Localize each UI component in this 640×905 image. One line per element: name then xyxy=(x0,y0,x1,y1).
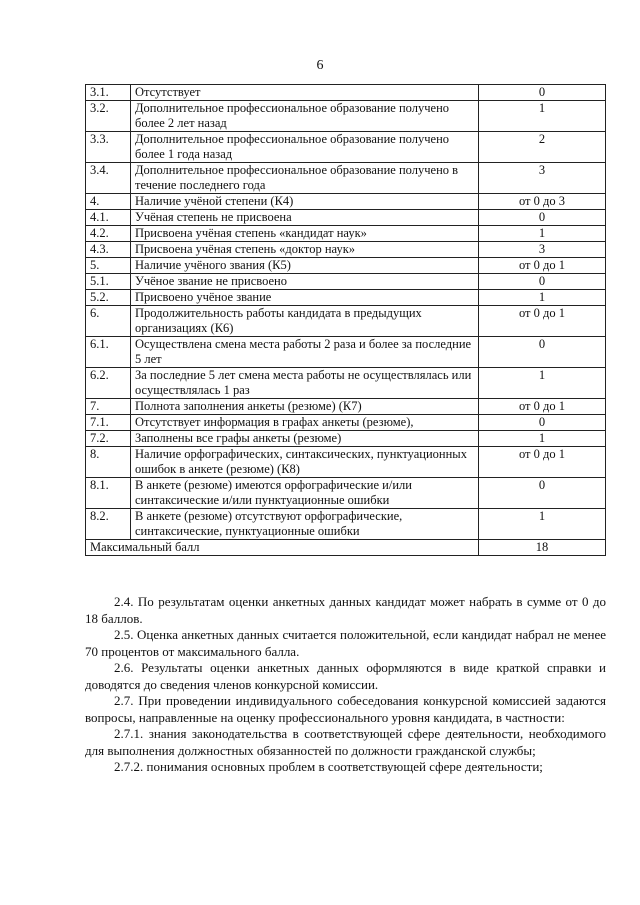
paragraph: 2.5. Оценка анкетных данных считается положительной, если кандидат набрал не менее 70 процентов от максимального балла. xyxy=(85,627,606,659)
table-row xyxy=(86,194,606,210)
row-description: Осуществлена смена места работы 2 раза и более за последние 5 лет xyxy=(131,337,479,368)
table-row xyxy=(86,447,606,478)
row-number: 5.2. xyxy=(86,290,131,306)
paragraph: 2.7.1. знания законодательства в соответствующей сфере деятельности, необходимого для выполнения должностных обязанностей по должности гражданской службы; xyxy=(85,726,606,758)
row-description: Присвоена учёная степень «доктор наук» xyxy=(131,242,479,258)
row-score: от 0 до 1 xyxy=(479,258,606,274)
row-description: Отсутствует информация в графах анкеты (резюме), xyxy=(131,415,479,431)
table-row xyxy=(86,226,606,242)
row-description: Полнота заполнения анкеты (резюме) (К7) xyxy=(131,399,479,415)
row-number: 7. xyxy=(86,399,131,415)
row-score: 0 xyxy=(479,337,606,368)
paragraph: 2.7.2. понимания основных проблем в соответствующей сфере деятельности; xyxy=(114,759,543,774)
row-number: 4.3. xyxy=(86,242,131,258)
row-score: от 0 до 1 xyxy=(479,447,606,478)
row-number: 3.3. xyxy=(86,132,131,163)
table-row xyxy=(86,85,606,101)
row-number: 5. xyxy=(86,258,131,274)
row-description: Продолжительность работы кандидата в предыдущих организациях (К6) xyxy=(131,306,479,337)
table-row xyxy=(86,163,606,194)
paragraph: 2.7. При проведении индивидуального собеседования конкурсной комиссией задаются вопросы, направленные на оценку профессионального уровня кандидата, в частности: xyxy=(85,693,606,725)
row-number: 5.1. xyxy=(86,274,131,290)
table-row xyxy=(86,242,606,258)
table-row xyxy=(86,274,606,290)
max-score-value: 18 xyxy=(479,540,606,556)
row-number: 4.1. xyxy=(86,210,131,226)
criteria-table-body xyxy=(86,85,606,540)
table-row xyxy=(86,290,606,306)
table-row xyxy=(86,258,606,274)
row-number: 4. xyxy=(86,194,131,210)
table-row xyxy=(86,132,606,163)
max-score-row xyxy=(86,540,606,556)
table-row xyxy=(86,337,606,368)
table-row xyxy=(86,478,606,509)
row-score: 0 xyxy=(479,85,606,101)
row-description: В анкете (резюме) имеются орфографические и/или синтаксические и/или пунктуационные ошибки xyxy=(131,478,479,509)
row-score: 1 xyxy=(479,226,606,242)
row-number: 4.2. xyxy=(86,226,131,242)
row-number: 6. xyxy=(86,306,131,337)
row-score: 1 xyxy=(479,101,606,132)
table-row xyxy=(86,509,606,540)
paragraph: 2.6. Результаты оценки анкетных данных оформляются в виде краткой справки и доводятся до сведения членов конкурсной комиссии. xyxy=(85,660,606,692)
row-score: 0 xyxy=(479,415,606,431)
row-description: За последние 5 лет смена места работы не осуществлялась или осуществлялась 1 раз xyxy=(131,368,479,399)
row-description: Присвоено учёное звание xyxy=(131,290,479,306)
table-row xyxy=(86,306,606,337)
row-description: Учёное звание не присвоено xyxy=(131,274,479,290)
row-score: 3 xyxy=(479,242,606,258)
row-description: Наличие орфографических, синтаксических, пунктуационных ошибок в анкете (резюме) (К8) xyxy=(131,447,479,478)
row-description: Учёная степень не присвоена xyxy=(131,210,479,226)
row-score: 1 xyxy=(479,290,606,306)
row-score: 2 xyxy=(479,132,606,163)
criteria-table xyxy=(85,84,606,556)
row-description: Дополнительное профессиональное образование получено более 1 года назад xyxy=(131,132,479,163)
row-description: Дополнительное профессиональное образование получено в течение последнего года xyxy=(131,163,479,194)
row-score: 1 xyxy=(479,509,606,540)
page-number: 6 xyxy=(316,58,324,73)
row-description: Отсутствует xyxy=(131,85,479,101)
row-score: 1 xyxy=(479,431,606,447)
row-number: 3.2. xyxy=(86,101,131,132)
row-score: от 0 до 1 xyxy=(479,399,606,415)
row-description: Дополнительное профессиональное образование получено более 2 лет назад xyxy=(131,101,479,132)
row-score: 1 xyxy=(479,368,606,399)
row-number: 3.1. xyxy=(86,85,131,101)
body-text xyxy=(85,594,606,776)
row-description: Присвоена учёная степень «кандидат наук» xyxy=(131,226,479,242)
table-row xyxy=(86,101,606,132)
row-score: 3 xyxy=(479,163,606,194)
row-description: Наличие учёной степени (К4) xyxy=(131,194,479,210)
row-score: от 0 до 3 xyxy=(479,194,606,210)
row-score: 0 xyxy=(479,210,606,226)
row-number: 8.2. xyxy=(86,509,131,540)
row-number: 7.1. xyxy=(86,415,131,431)
row-score: от 0 до 1 xyxy=(479,306,606,337)
max-score-label: Максимальный балл xyxy=(86,540,479,556)
table-row xyxy=(86,368,606,399)
row-number: 7.2. xyxy=(86,431,131,447)
row-description: В анкете (резюме) отсутствуют орфографические, синтаксические, пунктуационные ошибки xyxy=(131,509,479,540)
row-description: Заполнены все графы анкеты (резюме) xyxy=(131,431,479,447)
row-number: 8.1. xyxy=(86,478,131,509)
paragraph: 2.4. По результатам оценки анкетных данных кандидат может набрать в сумме от 0 до 18 баллов. xyxy=(85,594,606,626)
row-number: 8. xyxy=(86,447,131,478)
table-row xyxy=(86,210,606,226)
row-description: Наличие учёного звания (К5) xyxy=(131,258,479,274)
table-row xyxy=(86,415,606,431)
table-row xyxy=(86,431,606,447)
row-score: 0 xyxy=(479,274,606,290)
row-score: 0 xyxy=(479,478,606,509)
row-number: 6.2. xyxy=(86,368,131,399)
row-number: 3.4. xyxy=(86,163,131,194)
row-number: 6.1. xyxy=(86,337,131,368)
table-row xyxy=(86,399,606,415)
